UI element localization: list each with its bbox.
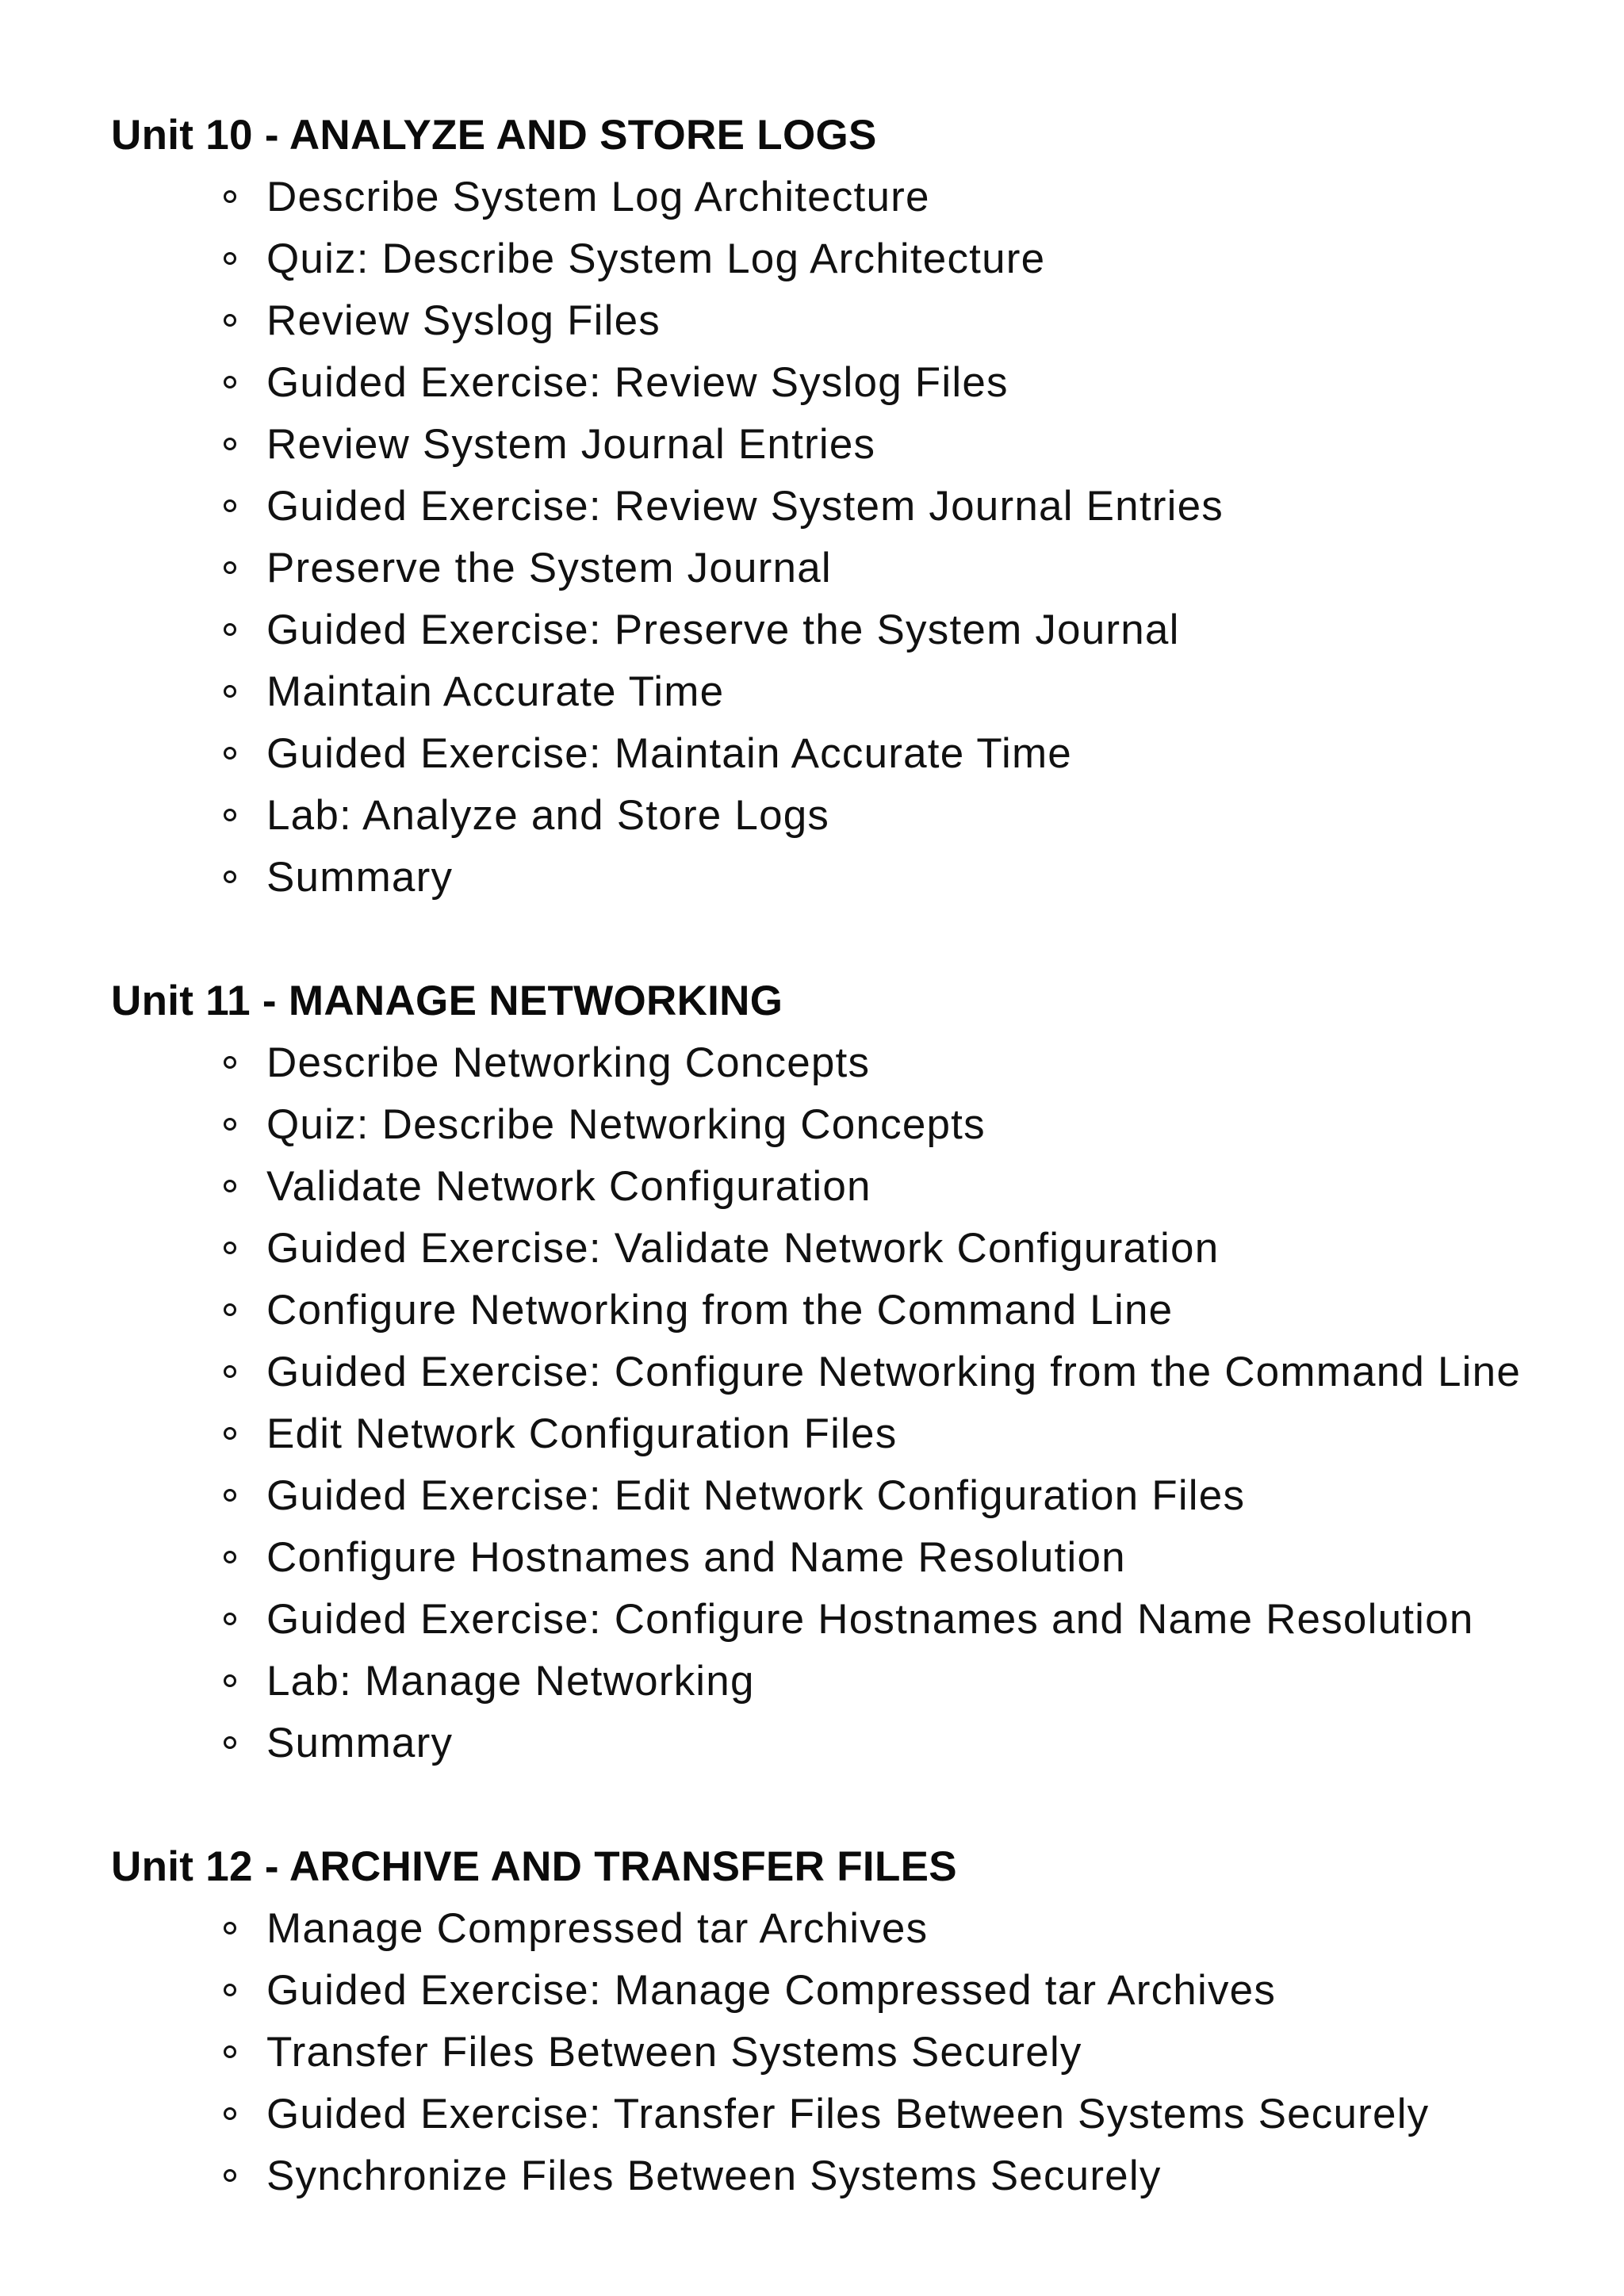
topic-list-item: [111, 166, 1602, 228]
unit-12-section: [111, 1836, 1602, 2207]
topic-label: Configure Networking from the Command Line: [266, 1287, 1174, 1334]
hollow-circle-bullet-icon: [224, 623, 236, 636]
topic-list-item: [111, 599, 1602, 661]
hollow-circle-bullet-icon: [224, 1674, 236, 1687]
unit-10-topic-list: [111, 166, 1602, 909]
topic-list-item: [111, 2084, 1602, 2145]
topic-list-item: [111, 785, 1602, 847]
unit-10-title: Unit 10 - ANALYZE AND STORE LOGS: [111, 112, 877, 159]
topic-list-item: [111, 1960, 1602, 2022]
topic-label: Guided Exercise: Preserve the System Journal: [266, 607, 1180, 653]
topic-label: Guided Exercise: Transfer Files Between Systems Securely: [266, 2091, 1430, 2137]
topic-label: Lab: Manage Networking: [266, 1658, 755, 1705]
topic-list-item: [111, 538, 1602, 599]
topic-label: Maintain Accurate Time: [266, 668, 725, 715]
hollow-circle-bullet-icon: [224, 190, 236, 203]
topic-list-item: [111, 1589, 1602, 1651]
hollow-circle-bullet-icon: [224, 1736, 236, 1749]
topic-list-item: [111, 1341, 1602, 1403]
topic-label: Lab: Analyze and Store Logs: [266, 792, 830, 839]
hollow-circle-bullet-icon: [224, 252, 236, 265]
hollow-circle-bullet-icon: [224, 1551, 236, 1563]
hollow-circle-bullet-icon: [224, 1613, 236, 1625]
topic-list-item: [111, 847, 1602, 909]
topic-list-item: [111, 1280, 1602, 1341]
topic-label: Configure Hostnames and Name Resolution: [266, 1534, 1126, 1581]
topic-label: Guided Exercise: Validate Network Configuration: [266, 1225, 1220, 1272]
topic-list-item: [111, 476, 1602, 538]
topic-list-item: [111, 1032, 1602, 1094]
hollow-circle-bullet-icon: [224, 747, 236, 760]
topic-label: Describe System Log Architecture: [266, 174, 930, 220]
hollow-circle-bullet-icon: [224, 1489, 236, 1502]
unit-12-title: Unit 12 - ARCHIVE AND TRANSFER FILES: [111, 1843, 957, 1890]
topic-label: Guided Exercise: Review System Journal Entries: [266, 483, 1224, 530]
hollow-circle-bullet-icon: [224, 376, 236, 388]
hollow-circle-bullet-icon: [224, 1922, 236, 1934]
hollow-circle-bullet-icon: [224, 809, 236, 821]
hollow-circle-bullet-icon: [224, 685, 236, 698]
topic-list-item: [111, 1156, 1602, 1218]
topic-list-item: [111, 1403, 1602, 1465]
topic-label: Guided Exercise: Configure Networking from the Command Line: [266, 1349, 1521, 1395]
hollow-circle-bullet-icon: [224, 561, 236, 574]
topic-label: Edit Network Configuration Files: [266, 1410, 898, 1457]
topic-label: Preserve the System Journal: [266, 545, 832, 591]
hollow-circle-bullet-icon: [224, 2045, 236, 2058]
topic-label: Synchronize Files Between Systems Securely: [266, 2152, 1162, 2199]
topic-label: Guided Exercise: Maintain Accurate Time: [266, 730, 1072, 777]
hollow-circle-bullet-icon: [224, 2169, 236, 2182]
unit-12-topic-list: [111, 1898, 1602, 2207]
topic-label: Manage Compressed tar Archives: [266, 1905, 929, 1952]
topic-list-item: [111, 414, 1602, 476]
topic-label: Guided Exercise: Review Syslog Files: [266, 359, 1009, 406]
hollow-circle-bullet-icon: [224, 1180, 236, 1192]
topic-list-item: [111, 290, 1602, 352]
hollow-circle-bullet-icon: [224, 871, 236, 883]
unit-11-title: Unit 11 - MANAGE NETWORKING: [111, 978, 783, 1024]
unit-11-section: [111, 970, 1602, 1774]
topic-label: Review System Journal Entries: [266, 421, 876, 468]
topic-label: Describe Networking Concepts: [266, 1039, 871, 1086]
topic-list-item: [111, 1651, 1602, 1712]
topic-label: Guided Exercise: Manage Compressed tar Archives: [266, 1967, 1277, 2014]
topic-list-item: [111, 228, 1602, 290]
hollow-circle-bullet-icon: [224, 2107, 236, 2120]
unit-11-topic-list: [111, 1032, 1602, 1774]
unit-10-section: [111, 105, 1602, 909]
topic-label: Guided Exercise: Edit Network Configuration Files: [266, 1472, 1246, 1519]
topic-list-item: [111, 352, 1602, 414]
topic-label: Validate Network Configuration: [266, 1163, 871, 1210]
topic-label: Quiz: Describe System Log Architecture: [266, 235, 1046, 282]
hollow-circle-bullet-icon: [224, 438, 236, 450]
topic-list-item: [111, 1527, 1602, 1589]
hollow-circle-bullet-icon: [224, 1427, 236, 1440]
topic-list-item: [111, 1712, 1602, 1774]
topic-list-item: [111, 1218, 1602, 1280]
topic-list-item: [111, 1898, 1602, 1960]
topic-label: Review Syslog Files: [266, 297, 661, 344]
hollow-circle-bullet-icon: [224, 1984, 236, 1996]
topic-list-item: [111, 661, 1602, 723]
topic-list-item: [111, 1465, 1602, 1527]
topic-list-item: [111, 1094, 1602, 1156]
hollow-circle-bullet-icon: [224, 1365, 236, 1378]
topic-list-item: [111, 723, 1602, 785]
hollow-circle-bullet-icon: [224, 314, 236, 327]
hollow-circle-bullet-icon: [224, 499, 236, 512]
topic-label: Summary: [266, 1720, 454, 1766]
hollow-circle-bullet-icon: [224, 1118, 236, 1131]
hollow-circle-bullet-icon: [224, 1056, 236, 1069]
topic-label: Summary: [266, 854, 454, 901]
hollow-circle-bullet-icon: [224, 1303, 236, 1316]
topic-label: Transfer Files Between Systems Securely: [266, 2029, 1082, 2076]
topic-label: Quiz: Describe Networking Concepts: [266, 1101, 986, 1148]
topic-list-item: [111, 2145, 1602, 2207]
topic-label: Guided Exercise: Configure Hostnames and Name Resolution: [266, 1596, 1474, 1643]
topic-list-item: [111, 2022, 1602, 2084]
hollow-circle-bullet-icon: [224, 1242, 236, 1254]
